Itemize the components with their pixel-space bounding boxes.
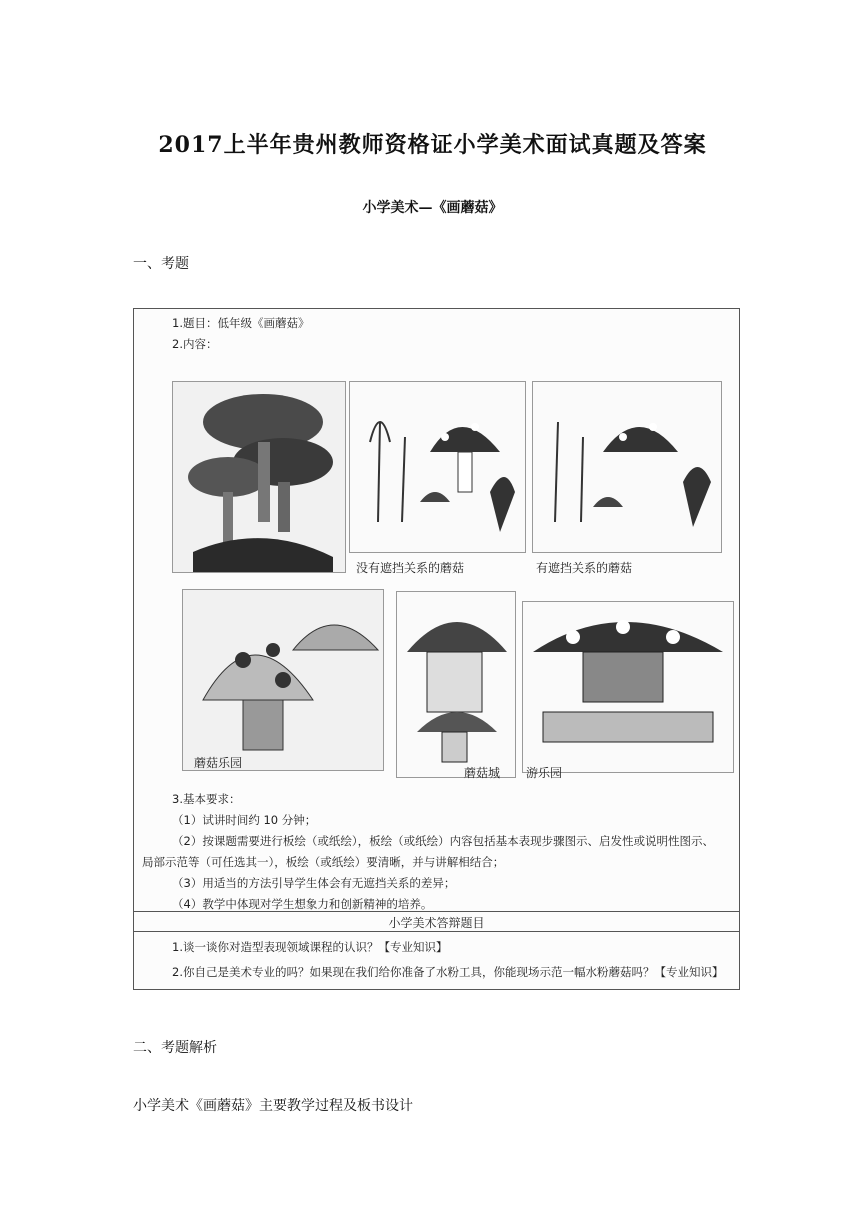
requirement-2b: 局部示范等（可任选其一），板绘（或纸绘）要清晰，并与讲解相结合；	[142, 855, 505, 869]
mushroom-illustration-photo	[172, 381, 346, 573]
amusement-park-drawing	[522, 601, 734, 773]
table-divider	[134, 931, 739, 932]
qa-question-2: 2.你自己是美术专业的吗？如果现在我们给你准备了水粉工具，你能现场示范一幅水粉蘑菇吗？【专业知识】	[172, 965, 724, 979]
section-heading-analysis: 二、考题解析	[133, 1040, 217, 1056]
requirement-3: （3）用适当的方法引导学生体会有无遮挡关系的差异；	[172, 876, 456, 890]
section-heading-exam: 一、考题	[133, 256, 189, 272]
caption-park: 蘑菇乐园	[194, 756, 243, 770]
mushroom-city-drawing	[396, 591, 516, 778]
mushrooms-no-overlap	[349, 381, 526, 553]
requirement-4: （4）教学中体现对学生想象力和创新精神的培养。	[172, 897, 433, 911]
table-divider	[134, 911, 739, 912]
mushrooms-overlap	[532, 381, 722, 553]
mushroom-amusement-icon	[523, 602, 733, 772]
requirements-title: 3.基本要求：	[172, 792, 241, 806]
mushroom-house-icon	[183, 590, 383, 770]
mushroom-city-icon	[397, 592, 515, 777]
requirement-2a: （2）按课题需要进行板绘（或纸绘），板绘（或纸绘）内容包括基本表现步骤图示、启发性或说明性图示、	[172, 834, 715, 848]
document-subtitle: 小学美术—《画蘑菇》	[362, 200, 503, 216]
caption-amusement: 游乐园	[526, 766, 563, 780]
document-title: 2017上半年贵州教师资格证小学美术面试真题及答案	[158, 132, 707, 158]
topic-line: 1.题目：低年级《画蘑菇》	[172, 316, 310, 330]
mushroom-drawing-icon	[533, 382, 721, 552]
qa-table-heading: 小学美术答辩题目	[388, 916, 485, 930]
body-paragraph: 小学美术《画蘑菇》主要教学过程及板书设计	[133, 1098, 413, 1114]
mushroom-cluster-icon	[173, 382, 345, 572]
caption-city: 蘑菇城	[464, 766, 501, 780]
caption-overlap: 有遮挡关系的蘑菇	[536, 561, 633, 575]
caption-no-overlap: 没有遮挡关系的蘑菇	[356, 561, 465, 575]
mushroom-drawing-icon	[350, 382, 525, 552]
content-line: 2.内容：	[172, 337, 218, 351]
qa-question-1: 1.谈一谈你对造型表现领域课程的认识？【专业知识】	[172, 940, 448, 954]
exam-scan-image	[133, 308, 740, 990]
requirement-1: （1）试讲时间约 10 分钟；	[172, 813, 317, 827]
mushroom-park-drawing	[182, 589, 384, 771]
